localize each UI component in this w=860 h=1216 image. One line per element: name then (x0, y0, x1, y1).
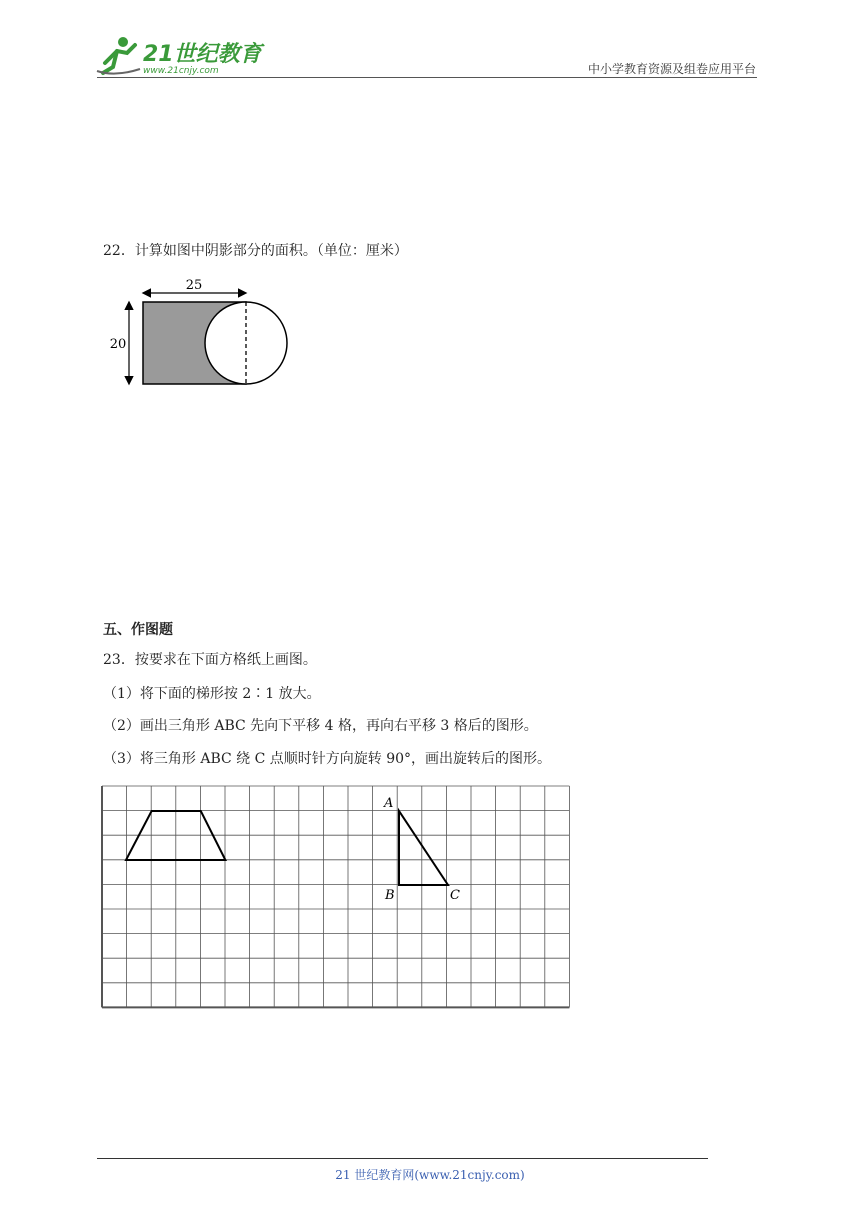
grid-paper-figure (100, 782, 574, 1014)
width-label: 25 (185, 278, 203, 293)
logo-name: 21世纪教育 (143, 42, 262, 67)
footer-divider (97, 1158, 708, 1159)
question-23-part-2: （2）画出三角形 ABC 先向下平移 4 格，再向右平移 3 格后的图形。 (103, 718, 538, 734)
white-circle (205, 302, 287, 384)
height-label: 20 (109, 337, 127, 352)
question-23-text: 23．按要求在下面方格纸上画图。 (103, 652, 317, 668)
vertex-label-c: C (450, 888, 460, 903)
triangle-abc (399, 811, 448, 885)
question-22-text: 22．计算如图中阴影部分的面积。（单位：厘米） (103, 243, 408, 259)
logo-url: www.21cnjy.com (143, 66, 219, 76)
platform-name: 中小学教育资源及组卷应用平台 (587, 62, 756, 76)
question-23-part-3: （3）将三角形 ABC 绕 C 点顺时针方向旋转 90°，画出旋转后的图形。 (103, 751, 552, 767)
header-divider (97, 77, 757, 78)
vertex-label-a: A (384, 796, 394, 811)
grid-lines (102, 786, 569, 1007)
runner-icon (97, 37, 140, 74)
vertex-label-b: B (385, 888, 395, 903)
section-5-title: 五、作图题 (103, 622, 173, 638)
question-22-figure (100, 272, 300, 390)
site-logo (95, 33, 265, 78)
footer-site: 21 世纪教育网(www.21cnjy.com) (335, 1168, 525, 1182)
question-23-part-1: （1）将下面的梯形按 2∶1 放大。 (103, 686, 321, 702)
